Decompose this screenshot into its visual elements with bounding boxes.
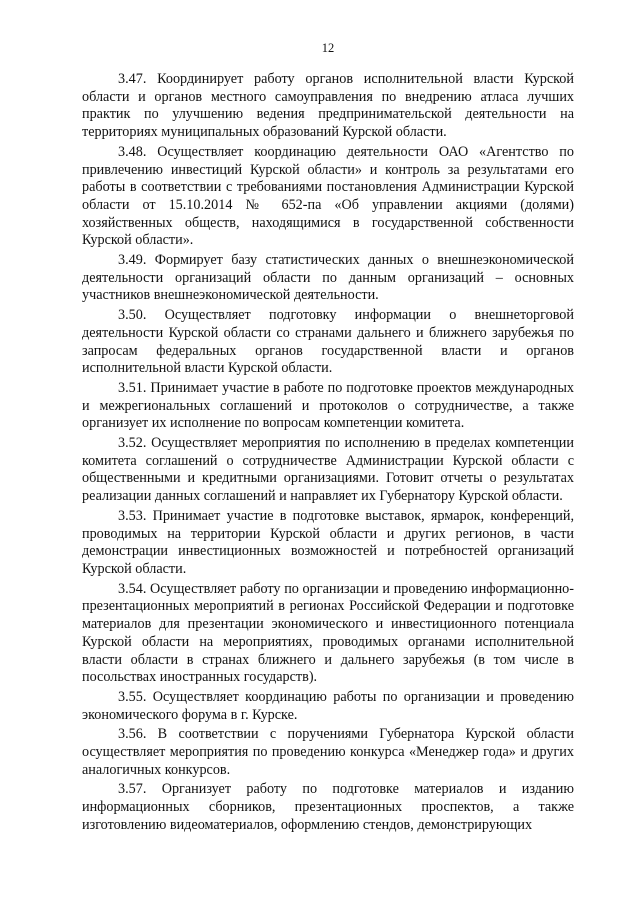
paragraph-3-48: 3.48. Осуществляет координацию деятельности ОАО «Агентство по привлечению инвестиций Курской области» и контроль за результатами его работы в соответствии с требованиями постановления Администрации Курской области от 15.10.2014 № 652-па «Об управлении акциями (долями) хозяйственных обществ, находящимися в государственной собственности Курской области». [82,143,574,249]
paragraph-3-55: 3.55. Осуществляет координацию работы по организации и проведению экономического форума в г. Курске. [82,688,574,723]
document-page [82,40,574,837]
paragraph-3-57: 3.57. Организует работу по подготовке материалов и изданию информационных сборников, презентационных проспектов, а также изготовлению видеоматериалов, оформлению стендов, демонстрирующих [82,781,574,833]
paragraph-3-56: 3.56. В соответствии с поручениями Губернатора Курской области осуществляет мероприятия по проведению конкурса «Менеджер года» и других аналогичных конкурсов. [82,726,574,778]
paragraph-3-53: 3.53. Принимает участие в подготовке выставок, ярмарок, конференций, проводимых на территории Курской области и других регионов, в части демонстрации инвестиционных возможностей и потребностей организаций Курской области. [82,507,574,577]
paragraph-3-49: 3.49. Формирует базу статистических данных о внешнеэкономической деятельности организаций области по данным организаций – основных участников внешнеэкономической деятельности. [82,252,574,304]
paragraph-3-51: 3.51. Принимает участие в работе по подготовке проектов международных и межрегиональных соглашений и протоколов о сотрудничестве, а также организует их исполнение по вопросам компетенции комитета. [82,379,574,432]
paragraph-3-54: 3.54. Осуществляет работу по организации и проведению информационно-презентационных мероприятий в регионах Российской Федерации и подготовке материалов для презентации экономического и инвестиционного потенциала Курской области на мероприятиях, проводимых органами исполнительной власти области в странах ближнего и дальнего зарубежья (в том числе в посольствах иностранных государств). [82,580,574,686]
page-number: 12 [321,41,335,55]
paragraph-3-52: 3.52. Осуществляет мероприятия по исполнению в пределах компетенции комитета соглашений о сотрудничестве Администрации Курской области с общественными и кредитными организациями. Готовит отчеты о результатах реализации данных соглашений и направляет их Губернатору Курской области. [82,435,574,505]
paragraph-3-47: 3.47. Координирует работу органов исполнительной власти Курской области и органов местного самоуправления по внедрению атласа лучших практик по улучшению ведения предпринимательской деятельности на территориях муниципальных образований Курской области. [82,71,574,141]
paragraph-3-50: 3.50. Осуществляет подготовку информации о внешнеторговой деятельности Курской области со странами дальнего и ближнего зарубежья по запросам федеральных органов государственной власти и органов исполнительной власти Курской области. [82,307,574,377]
